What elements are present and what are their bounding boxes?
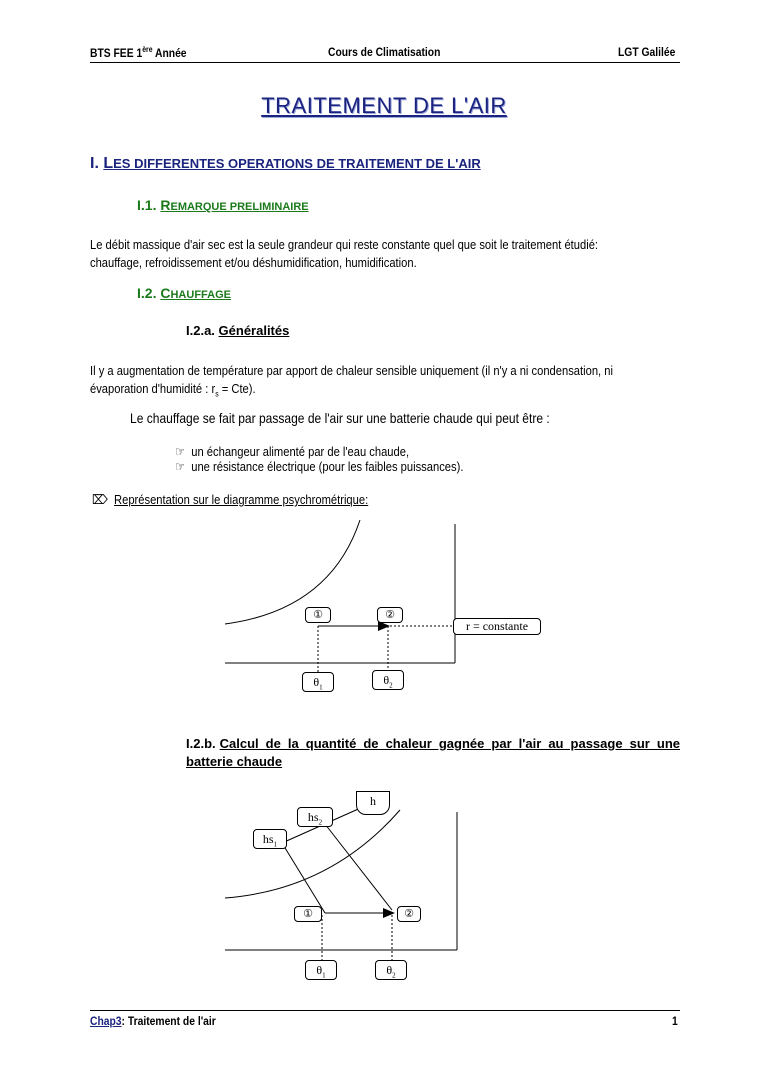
- theta1-label: $\theta_1$: [302, 672, 334, 692]
- paragraph-preliminary: Le débit massique d'air sec est la seule grandeur qui reste constante quel que soit le traitement étudié: chauffage, refroidissement et/ou déshumidification, humidification.: [90, 237, 599, 270]
- header-left: BTS FEE 1ère Année: [90, 45, 187, 60]
- header-rule: [90, 62, 680, 63]
- point-1-label: ①: [305, 607, 331, 623]
- paragraph-generalities: Il y a augmentation de température par apport de chaleur sensible uniquement (il n'y a ni condensation, ni évaporation d'humidité : $r_s = Cte$).: [90, 363, 613, 399]
- footer-chapter: Chap3: Traitement de l'air: [90, 1014, 216, 1028]
- psychrometric-diagram-2: [0, 790, 768, 990]
- section-heading-1-2: I.2. CHAUFFAGE: [137, 285, 231, 301]
- section-heading-1-1: I.1. REMARQUE PRELIMINAIRE: [137, 197, 309, 213]
- section-heading-1: I. LES DIFFERENTES OPERATIONS DE TRAITEMENT DE L'AIR: [90, 155, 481, 172]
- representation-line: ⌦ Représentation sur le diagramme psychrométrique:: [92, 492, 369, 507]
- section-heading-1-2-a: I.2.a. Généralités: [186, 323, 290, 338]
- theta2-label: $\theta_2$: [375, 960, 407, 980]
- point-1-label: ①: [294, 906, 322, 922]
- section-heading-1-2-b: I.2.b. Calcul de la quantité de chaleur gagnée par l'air au passage sur une batterie chaude: [186, 736, 680, 769]
- pointing-hand-icon: ☞: [175, 444, 186, 459]
- arrow-head: [383, 908, 395, 918]
- saturation-curve: [225, 520, 360, 624]
- bullet-item: ☞ une résistance électrique (pour les faibles puissances).: [175, 459, 464, 474]
- psychrometric-diagram-1: [0, 520, 768, 700]
- footer-rule: [90, 1010, 680, 1011]
- constant-r-label: r = constante: [453, 618, 541, 635]
- header-center: Cours de Climatisation: [328, 45, 441, 59]
- point-2-label: ②: [377, 607, 403, 623]
- point-2-label: ②: [397, 906, 421, 922]
- header-right: LGT Galilée: [618, 45, 676, 59]
- bullet-item: ☞ un échangeur alimenté par de l'eau chaude,: [175, 444, 410, 459]
- theta1-label: $\theta_1$: [305, 960, 337, 980]
- hs1-label: $hs_1$: [253, 829, 287, 849]
- pointing-hand-icon: ☞: [175, 459, 186, 474]
- page-number: 1: [672, 1014, 678, 1028]
- page-title: TRAITEMENT DE L'AIR: [261, 93, 507, 118]
- hs1-line: [282, 843, 325, 913]
- hs2-line: [325, 824, 392, 910]
- theta2-label: $\theta_2$: [372, 670, 404, 690]
- pen-icon: ⌦: [92, 492, 108, 507]
- paragraph-heating: Le chauffage se fait par passage de l'air sur une batterie chaude qui peut être :: [130, 410, 550, 426]
- h-label: h: [356, 791, 390, 815]
- hs2-label: $hs_2$: [297, 807, 333, 827]
